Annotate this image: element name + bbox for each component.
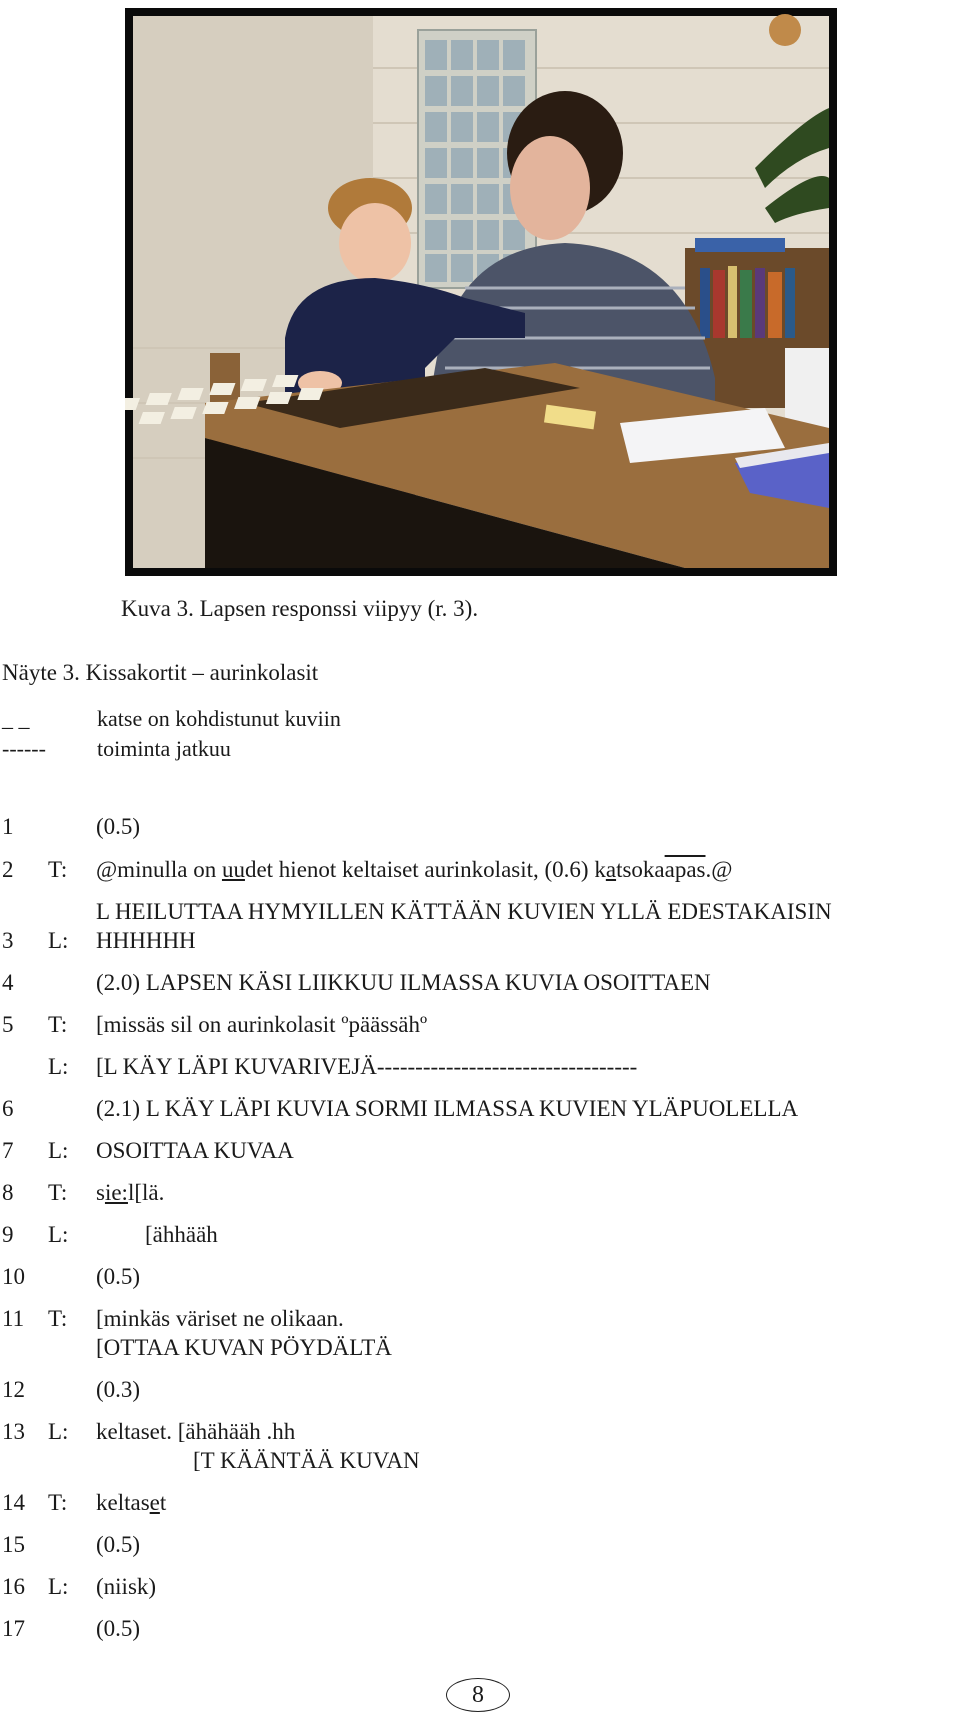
line-text [96, 1180, 164, 1206]
speaker: L: [48, 928, 69, 953]
gaze-segment: ie: [104, 1180, 128, 1205]
line-number: 7 [2, 1138, 14, 1163]
gaze-segment: a [605, 857, 617, 882]
line-text: [minkäs väriset ne olikaan. [96, 1306, 344, 1331]
line-number: 10 [2, 1264, 25, 1289]
speaker: T: [48, 1012, 68, 1037]
line-text: [L KÄY LÄPI KUVARIVEJÄ---------------------------------- [96, 1054, 638, 1079]
text-segment: l[lä. [127, 1180, 165, 1205]
line-number: 5 [2, 1012, 14, 1037]
speaker: L: [48, 1574, 69, 1599]
line-number: 2 [2, 857, 14, 882]
line-number: 17 [2, 1616, 25, 1641]
gaze-segment: e [149, 1490, 160, 1515]
line-text: (0.5) [96, 1264, 141, 1289]
speaker: T: [48, 1306, 68, 1331]
speaker: T: [48, 1490, 68, 1515]
line-text [96, 857, 732, 883]
overlined-segment: apas [664, 857, 706, 882]
text-segment: @minulla on [96, 857, 222, 882]
line-text: L HEILUTTAA HYMYILLEN KÄTTÄÄN KUVIEN YLLÄ EDESTAKAISIN [96, 899, 832, 924]
line-number: 15 [2, 1532, 25, 1557]
legend-symbol: ------ [2, 736, 46, 761]
speaker: L: [48, 1138, 69, 1163]
line-text: [T KÄÄNTÄÄ KUVAN [193, 1448, 420, 1473]
line-text: (0.3) [96, 1377, 141, 1402]
text-segment: tsoka [616, 857, 665, 882]
speaker: L: [48, 1222, 69, 1247]
speaker: T: [48, 1180, 68, 1205]
sample-title: Näyte 3. Kissakortit – aurinkolasit [2, 660, 319, 685]
speaker: L: [48, 1419, 69, 1444]
line-text: [OTTAA KUVAN PÖYDÄLTÄ [96, 1335, 392, 1360]
text-segment: s [96, 1180, 105, 1205]
line-text: (0.5) [96, 1532, 141, 1557]
line-text: keltaset. [ähähääh .hh [96, 1419, 296, 1444]
line-number: 9 [2, 1222, 14, 1247]
legend-symbol: _ _ [2, 706, 30, 731]
line-number: 16 [2, 1574, 25, 1599]
legend-text: toiminta jatkuu [97, 736, 231, 761]
legend-text: katse on kohdistunut kuviin [97, 706, 341, 731]
line-text: (2.1) L KÄY LÄPI KUVIA SORMI ILMASSA KUVIEN YLÄPUOLELLA [96, 1096, 799, 1121]
line-number: 3 [2, 928, 14, 953]
line-text: OSOITTAA KUVAA [96, 1138, 294, 1163]
page-number: 8 [446, 1678, 510, 1712]
line-number: 11 [2, 1306, 25, 1331]
line-number: 14 [2, 1490, 25, 1515]
line-text: (niisk) [96, 1574, 157, 1599]
line-text: (0.5) [96, 1616, 141, 1641]
line-number: 13 [2, 1419, 25, 1444]
line-text [96, 1490, 166, 1516]
line-text: [missäs sil on aurinkolasit ºpäässähº [96, 1012, 428, 1037]
line-number: 6 [2, 1096, 14, 1121]
classroom-photo [125, 8, 837, 576]
text-segment: .@ [705, 857, 733, 882]
figure-caption: Kuva 3. Lapsen responssi viipyy (r. 3). [121, 596, 479, 621]
gaze-segment: uu [221, 857, 245, 882]
line-number: 4 [2, 970, 14, 995]
line-number: 8 [2, 1180, 14, 1205]
line-text: HHHHHH [96, 928, 196, 953]
text-segment: keltas [96, 1490, 150, 1515]
line-number: 1 [2, 814, 14, 839]
line-text: [ähhääh [145, 1222, 218, 1247]
line-text: (2.0) LAPSEN KÄSI LIIKKUU ILMASSA KUVIA OSOITTAEN [96, 970, 711, 995]
speaker: T: [48, 857, 68, 882]
text-segment: t [159, 1490, 167, 1515]
speaker: L: [48, 1054, 69, 1079]
line-number: 12 [2, 1377, 25, 1402]
text-segment: det hienot keltaiset aurinkolasit, (0.6) k [244, 857, 606, 882]
line-text: (0.5) [96, 814, 141, 839]
